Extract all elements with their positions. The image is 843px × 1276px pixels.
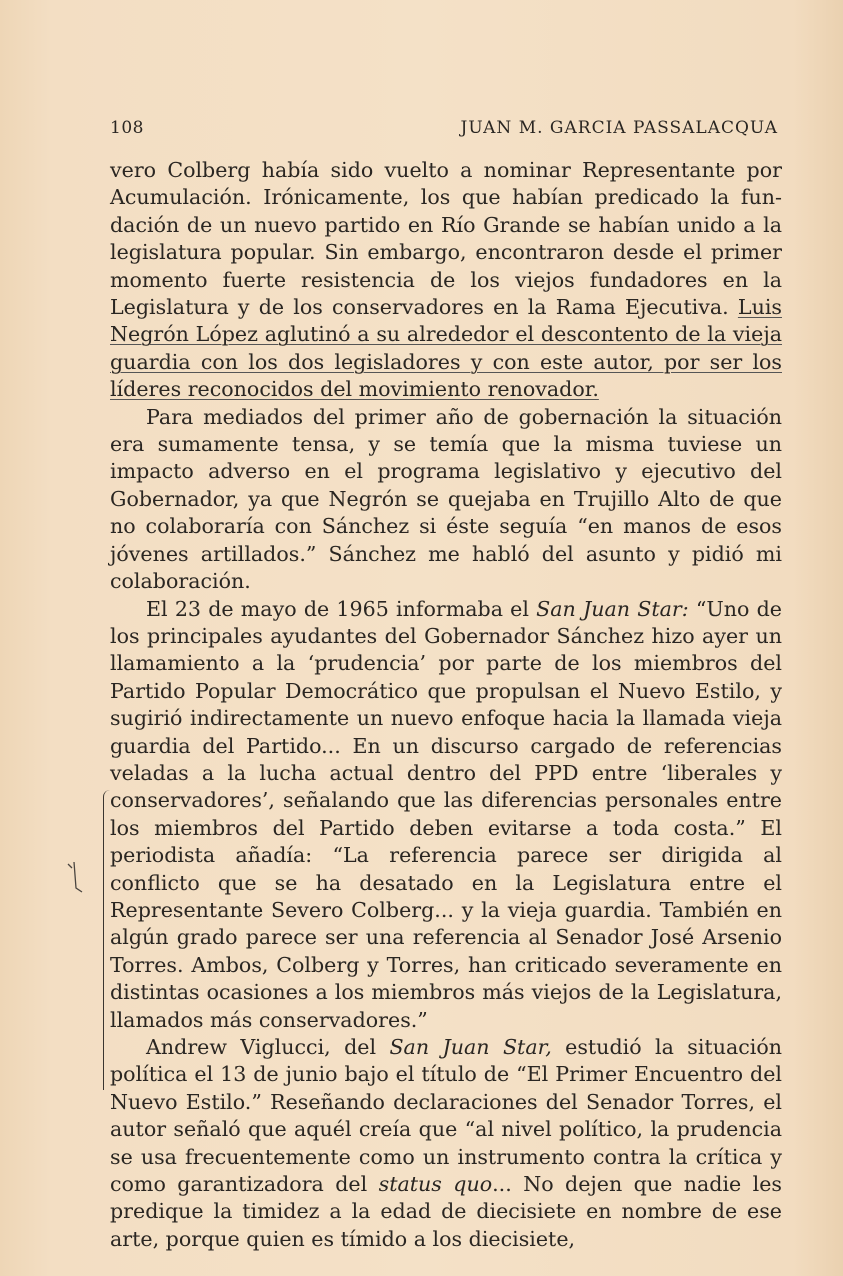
paragraph-3-text-a: El 23 de mayo de 1965 informaba el — [146, 596, 537, 621]
paragraph-1-text: vero Colberg había sido vuelto a nominar Representante por Acumulación. Irónicamente, los que habían predicado la fundación de un nuevo partido en Río Grande se habían unido a la legislatura popular. Sin embargo, encontraron desde el primer momento fuerte resistencia de los viejos fundadores en la Legislatura y de los conservadores en la Rama Ejecutiva. — [110, 158, 782, 320]
body-text — [110, 157, 782, 1253]
margin-bracket — [103, 790, 110, 1090]
paragraph-3 — [110, 596, 782, 1035]
paragraph-4-text-b: estudió la situación política el 13 de junio bajo el título de “El Primer Encuentro del Nuevo Estilo.” Reseñando declaraciones del Senador Torres, el autor señaló que aquél creía que “al nivel político, la prudencia se usa frecuentemente como un instrumento contra la crítica y como garantizadora del — [110, 1035, 783, 1197]
underlined-passage: Luis Negrón López aglutinó a su alrededor el descontento de la vieja guardia con los dos legisladores y con este autor, por ser los líderes reconocidos del movimiento renovador. — [110, 295, 782, 402]
margin-pencil-mark-icon — [60, 858, 100, 898]
newspaper-title: San Juan Star: — [536, 596, 689, 621]
latin-term: status quo — [378, 1172, 493, 1197]
page-number: 108 — [110, 118, 144, 138]
paragraph-4-text-c: ... No dejen que nadie les predique la timidez a la edad de diecisiete en nombre de ese arte, porque quien es tímido a los diecisiete, — [110, 1172, 782, 1251]
paragraph-1 — [110, 157, 782, 404]
page-header — [110, 118, 778, 142]
paragraph-3-text-b: “Uno de los principales ayudantes del Gobernador Sánchez hizo ayer un llamamiento a la ‘prudencia’ por parte de los miembros del Partido Popular Democrático que propulsan el Nuevo Estilo, y sugirió indirectamente un nuevo enfoque hacia la llamada vieja guardia del Partido... En un discurso cargado de referencias veladas a la lucha actual dentro del PPD entre ‘liberales y conservadores’, señalando que las diferencias personales entre los miembros del Partido deben evitarse a toda costa.” El periodista añadía: “La referencia parece ser dirigida al conflicto que se ha desatado en la Legislatura entre el Representante Severo Colberg... y la vieja guardia. También en algún grado parece ser una referencia al Senador José Arsenio Torres. Ambos, Colberg y Torres, han criticado severamente en distintas ocasiones a los miembros más viejos de la Legislatura, llamados más conservadores.” — [110, 596, 782, 1032]
paragraph-2: Para mediados del primer año de gobernación la situación era sumamente tensa, y se temía que la misma tuviese un impacto adverso en el programa legislativo y ejecutivo del Gobernador, ya que Negrón se quejaba en Trujillo Alto de que no colaboraría con Sánchez si éste seguía “en manos de esos jóvenes artillados.” Sánchez me habló del asunto y pidió mi colaboración. — [110, 404, 782, 594]
running-head: JUAN M. GARCIA PASSALACQUA — [460, 118, 778, 138]
newspaper-title-2: San Juan Star, — [389, 1035, 552, 1059]
paragraph-4-text-a: Andrew Viglucci, del — [146, 1035, 390, 1059]
paragraph-4 — [110, 1034, 782, 1253]
